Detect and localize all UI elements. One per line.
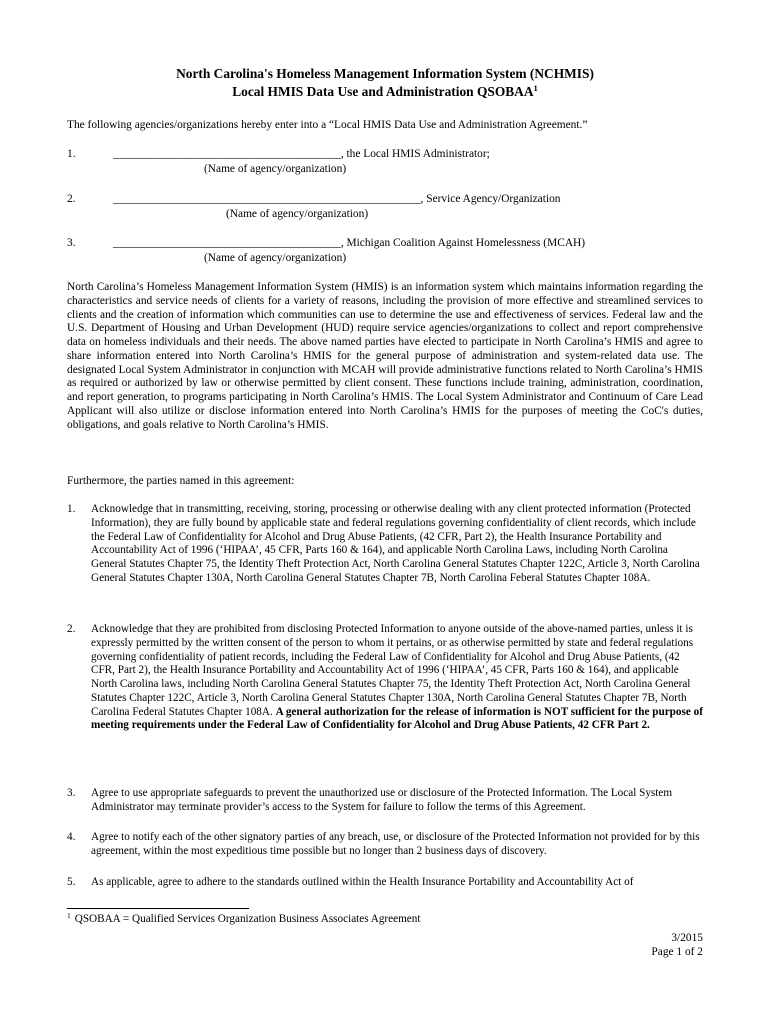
body-paragraph: North Carolina’s Homeless Management Information System (HMIS) is an information system which maintains information regarding the characteristics and service needs of clients for a variety of reasons, including the provision of more effective and streamlined services to clients and the creation of information which communities can use to determine the use and effectiveness of services. Federal law and the U.S. Department of Housing and Urban Development (HUD) require service agencies/organizations to collect and report comprehensive data on homeless individuals and their needs. The above named parties have elected to participate in North Carolina’s HMIS and agree to share information entered into North Carolina’s HMIS for the general purpose of administration and system-related data use. The designated Local System Administrator in conjunction with MCAH will provide administrative functions related to North Carolina’s HMIS as required or authorized by law or otherwise permitted by client consent. These functions include training, administration, coordination, and report generation, to programs participating in North Carolina’s HMIS. The Local System Administrator and Continuum of Care Lead Applicant will also utilize or disclose information entered into North Carolina’s HMIS for the purposes of meeting the CoC's duties, obligations, and goals relative to North Carolina’s HMIS. xyxy=(67,281,703,431)
party-2-line xyxy=(113,192,560,206)
list-item-2-bold-text: A general authorization for the release of information is NOT sufficient for the purpose of meeting requirements under the Federal Law of Confidentiality for Alcohol and Drug Abuse Patients, 42 CFR Part 2. xyxy=(91,705,703,732)
party-3-number: 3. xyxy=(67,237,76,249)
list-item-5-number: 5. xyxy=(67,876,76,888)
intro-text: The following agencies/organizations hereby enter into a “Local HMIS Data Use and Administration Agreement.” xyxy=(67,119,588,131)
party-1-caption: (Name of agency/organization) xyxy=(204,163,347,175)
list-item-1-number: 1. xyxy=(67,503,76,515)
footer-date: 3/2015 xyxy=(671,932,703,944)
list-item-4 xyxy=(67,831,703,859)
footnote-text: QSOBAA = Qualified Services Organization Business Associates Agreement xyxy=(74,913,421,925)
list-item-2-text: Acknowledge that they are prohibited from disclosing Protected Information to anyone outside of the above-named parties, unless it is expressly permitted by the written consent of the person to whom it pertains, or as otherwise permitted by state and federal regulations governing confidentiality of patient records, including the Federal Law of Confidentiality for Alcohol and Drug Abuse Patients, (42 CFR, Part 2), the Health Insurance Portability and Accountability Act of 1996 (‘HIPAA’, 45 CFR, Parts 160 & 164), and applicable North Carolina laws, including North Carolina General Statutes Chapter 75, the Identity Theft Protection Act, North Carolina General Statutes Chapter 122C, Article 3, North Carolina General Statutes Chapter 130A, North Carolina General Statutes Chapter 7B, North Carolina Federal Statutes Chapter 108A. xyxy=(91,623,694,718)
list-item-1-text: Acknowledge that in transmitting, receiving, storing, processing or otherwise dealing with any client protected information (Protected Information), they are fully bound by applicable state and federal regulations governing confidentiality of client records, which include the Federal Law of Confidentiality for Alcohol and Drug Abuse Patients, (42 CFR, Part 2), the Health Insurance Portability and Accountability Act of 1996 (‘HIPAA’, 45 CFR, Parts 160 & 164), and applicable North Carolina Laws, including North Carolina General Statutes Chapter 75, the Identity Theft Protection Act, North Carolina General Statutes Chapter 122C, Article 3, North Carolina General Statutes Chapter 130A, North Carolina General Statutes Chapter 7B, North Carolina Feberal Statutes Chapter 108A. xyxy=(91,503,700,584)
party-1-blank[interactable]: ________________________________________ xyxy=(113,148,341,160)
list-item-4-number: 4. xyxy=(67,831,76,843)
list-item-1 xyxy=(67,503,703,586)
title-line-2 xyxy=(0,84,770,100)
list-item-2-number: 2. xyxy=(67,623,76,635)
party-1-role: , the Local HMIS Administrator; xyxy=(340,148,490,160)
party-3-blank[interactable]: ________________________________________ xyxy=(113,237,341,249)
furthermore-text: Furthermore, the parties named in this agreement: xyxy=(67,475,295,487)
list-item-2-body xyxy=(91,623,703,733)
party-3-role: , Michigan Coalition Against Homelessness (MCAH) xyxy=(340,237,586,249)
list-item-3-number: 3. xyxy=(67,787,76,799)
list-item-3 xyxy=(67,787,703,815)
footnote xyxy=(67,913,420,925)
footnote-ref: 1 xyxy=(67,911,71,920)
footnote-divider xyxy=(67,908,249,909)
title-footnote-ref: 1 xyxy=(533,83,538,93)
party-1-number: 1. xyxy=(67,148,76,160)
party-2-number: 2. xyxy=(67,193,76,205)
party-1-line xyxy=(113,147,490,161)
party-2-role: , Service Agency/Organization xyxy=(420,193,561,205)
party-3-caption: (Name of agency/organization) xyxy=(204,252,347,264)
list-item-4-text: Agree to notify each of the other signatory parties of any breach, use, or disclosure of the Protected Information not provided for by this agreement, within the most expeditious time possible but no longer than 2 business days of discovery. xyxy=(91,831,700,857)
party-2-blank[interactable]: ______________________________________________________ xyxy=(113,193,421,205)
title-line-2-text: Local HMIS Data Use and Administration QSOBAA xyxy=(232,84,534,99)
party-3-line xyxy=(113,236,585,250)
list-item-2 xyxy=(67,623,703,733)
list-item-5-text: As applicable, agree to adhere to the standards outlined within the Health Insurance Portability and Accountability Act of xyxy=(91,876,634,888)
party-2-caption: (Name of agency/organization) xyxy=(226,208,369,220)
footer-page-number: Page 1 of 2 xyxy=(651,946,703,958)
title-line-1: North Carolina's Homeless Management Information System (NCHMIS) xyxy=(176,66,594,81)
list-item-3-text: Agree to use appropriate safeguards to prevent the unauthorized use or disclosure of the Protected Information. The Local System Administrator may terminate provider’s access to the System for failure to follow the terms of this Agreement. xyxy=(91,787,673,813)
list-item-5 xyxy=(67,876,703,890)
